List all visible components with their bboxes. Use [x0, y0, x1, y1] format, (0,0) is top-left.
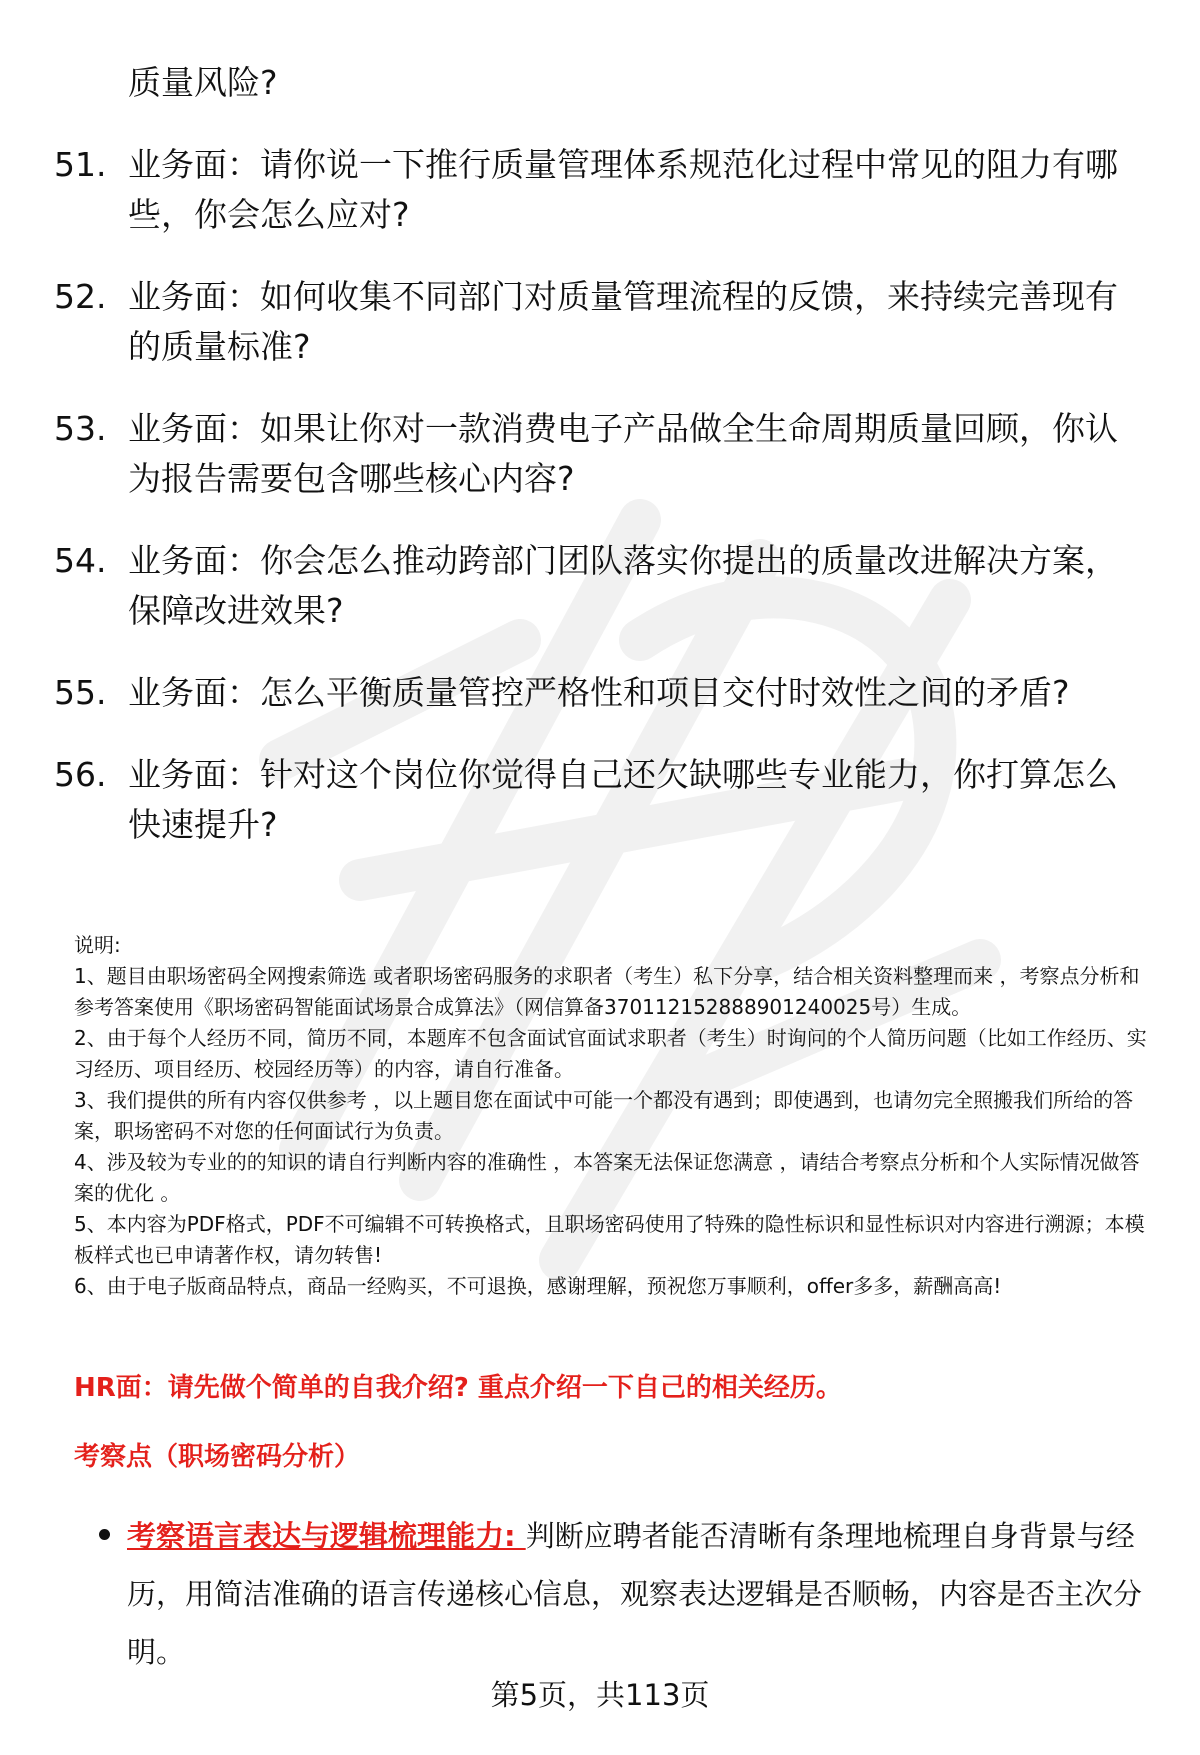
question-continuation: 质量风险? [128, 63, 278, 102]
question-item [54, 536, 1144, 636]
question-item [54, 668, 1144, 718]
analysis-title: 考察点（职场密码分析） [74, 1442, 361, 1472]
question-number: 53. [54, 409, 107, 448]
note-item: 4、涉及较为专业的的知识的请自行判断内容的准确性 ，本答案无法保证您满意 ，请结合考察点分析和个人实际情况做答案的优化 。 [74, 1150, 1140, 1205]
notes-heading: 说明: [74, 933, 121, 957]
question-text: 业务面：请你说一下推行质量管理体系规范化过程中常见的阻力有哪些，你会怎么应对? [128, 145, 1118, 234]
question-number: 51. [54, 145, 107, 184]
bullet-text: 判断应聘者能否清晰有条理地梳理自身背景与经历，用简洁准确的语言传递核心信息，观察表达逻辑是否顺畅，内容是否主次分明。 [127, 1519, 1143, 1669]
note-item: 6、由于电子版商品特点，商品一经购买，不可退换，感谢理解，预祝您万事顺利，offer多多，薪酬高高! [74, 1274, 1002, 1298]
question-item [54, 750, 1144, 850]
question-item [54, 404, 1144, 504]
bullet-dot-icon [99, 1529, 110, 1540]
question-text: 业务面：怎么平衡质量管控严格性和项目交付时效性之间的矛盾? [128, 673, 1070, 712]
analysis-bullet [127, 1507, 1147, 1681]
question-number: 52. [54, 277, 107, 316]
question-text: 业务面：针对这个岗位你觉得自己还欠缺哪些专业能力，你打算怎么快速提升? [128, 755, 1118, 844]
question-number: 55. [54, 673, 107, 712]
hr-question-heading: HR面：请先做个简单的自我介绍? 重点介绍一下自己的相关经历。 [74, 1373, 842, 1403]
note-item: 5、本内容为PDF格式，PDF不可编辑不可转换格式，且职场密码使用了特殊的隐性标识和显性标识对内容进行溯源；本模板样式也已申请著作权，请勿转售! [74, 1212, 1145, 1267]
note-item: 2、由于每个人经历不同，简历不同，本题库不包含面试官面试求职者（考生）时询问的个人简历问题（比如工作经历、实习经历、项目经历、校园经历等）的内容，请自行准备。 [74, 1026, 1147, 1081]
page-number: 第5页，共113页 [490, 1678, 710, 1712]
question-text: 业务面：你会怎么推动跨部门团队落实你提出的质量改进解决方案，保障改进效果? [128, 541, 1118, 630]
question-number: 54. [54, 541, 107, 580]
notes-section [74, 930, 1154, 1302]
question-item [54, 140, 1144, 240]
note-item: 3、我们提供的所有内容仅供参考 ，以上题目您在面试中可能一个都没有遇到；即使遇到，也请勿完全照搬我们所给的答案，职场密码不对您的任何面试行为负责。 [74, 1088, 1134, 1143]
note-item: 1、题目由职场密码全网搜索筛选 或者职场密码服务的求职者（考生）私下分享，结合相关资料整理而来 ，考察点分析和参考答案使用《职场密码智能面试场景合成算法》（网信算备370112152888901240025号）生成。 [74, 964, 1140, 1019]
question-text: 业务面：如果让你对一款消费电子产品做全生命周期质量回顾，你认为报告需要包含哪些核心内容? [128, 409, 1118, 498]
question-text: 业务面：如何收集不同部门对质量管理流程的反馈，来持续完善现有的质量标准? [128, 277, 1118, 366]
question-number: 56. [54, 755, 107, 794]
question-list [54, 58, 1144, 850]
question-item [54, 272, 1144, 372]
bullet-label: 考察语言表达与逻辑梳理能力: [127, 1519, 526, 1553]
